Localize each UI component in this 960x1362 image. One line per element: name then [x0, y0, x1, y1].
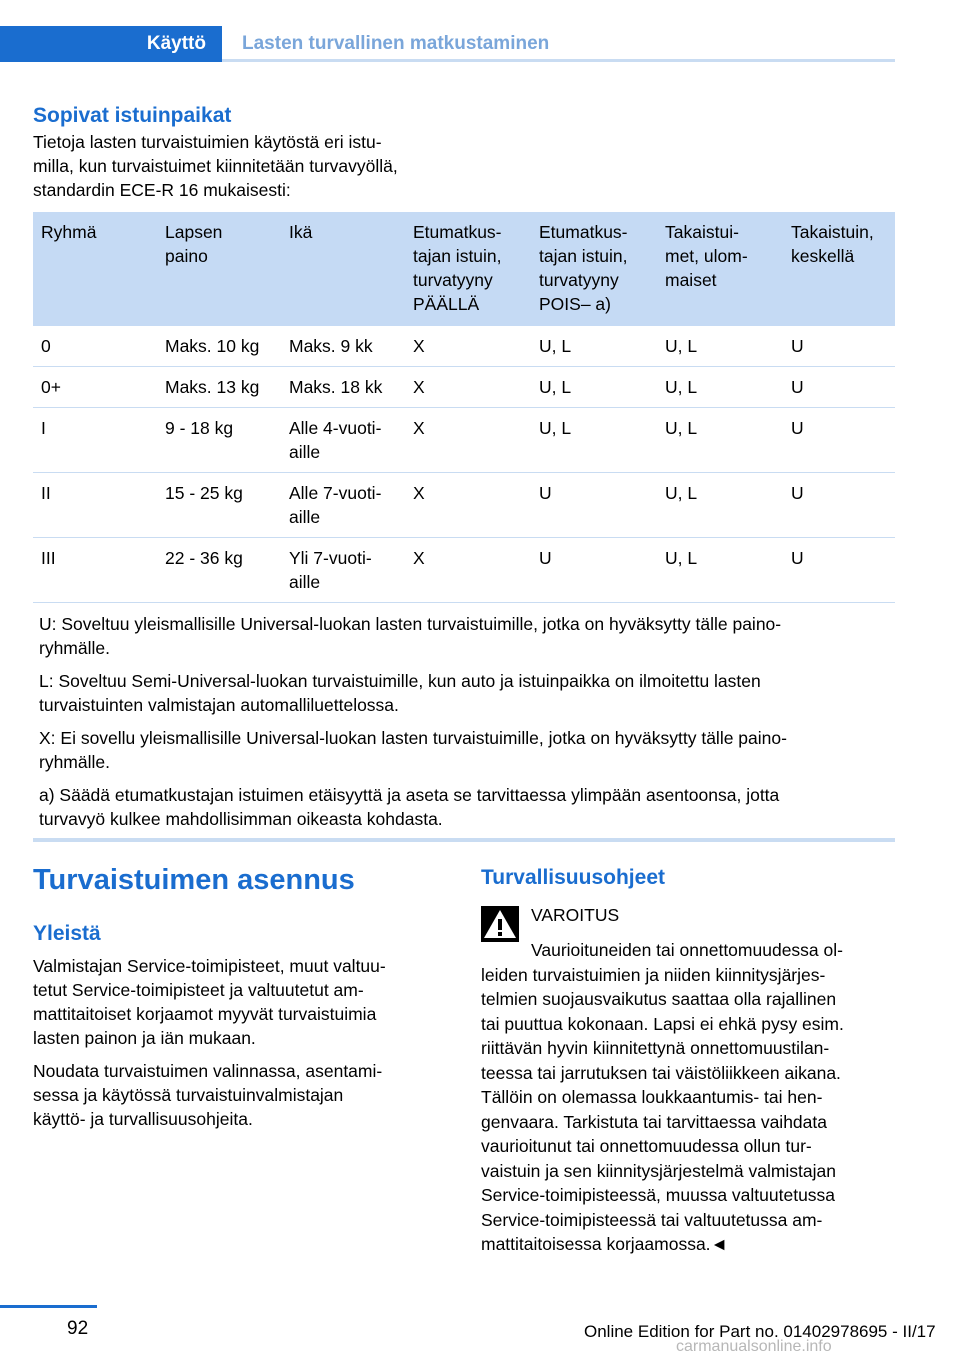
header-rule — [222, 59, 895, 62]
cell-front-off: U — [531, 473, 657, 538]
warning-triangle-icon — [481, 906, 519, 942]
cell-group: I — [33, 408, 157, 473]
tab-kaytto-label: Käyttö — [146, 33, 206, 54]
cell-group: 0+ — [33, 367, 157, 408]
col-header-ryhma: Ryhmä — [33, 212, 157, 326]
table-row — [33, 538, 895, 603]
cell-weight: 22 - 36 kg — [157, 538, 281, 603]
section-intro: Tietoja lasten turvaistuimien käytöstä eri istu- milla, kun turvaistuimet kiinnitetään turvavyöllä, standardin ECE-R 16 mukaisesti: — [33, 132, 398, 200]
cell-rear-middle: U — [783, 408, 895, 473]
cell-group: III — [33, 538, 157, 603]
cell-rear-outer: U, L — [657, 473, 783, 538]
cell-front-off: U, L — [531, 408, 657, 473]
table-header-row — [33, 212, 895, 326]
note-u: U: Soveltuu yleismallisille Universal-luokan lasten turvaistuimille, jotka on hyväksytty tälle paino- ryhmälle. — [39, 614, 782, 658]
col-header-front-on: Etumatkus- tajan istuin, turvatyyny PÄÄLLÄ — [405, 212, 531, 326]
cell-rear-middle: U — [783, 538, 895, 603]
cell-weight: Maks. 13 kg — [157, 367, 281, 408]
cell-front-on: X — [405, 473, 531, 538]
col-header-paino: Lapsen paino — [157, 212, 281, 326]
table-row — [33, 326, 895, 367]
col-header-front-off: Etumatkus- tajan istuin, turvatyyny POIS– a) — [531, 212, 657, 326]
cell-age: Alle 7-vuoti- aille — [281, 473, 405, 538]
cell-weight: 9 - 18 kg — [157, 408, 281, 473]
cell-age: Maks. 18 kk — [281, 367, 405, 408]
col-header-rear-outer: Takaistui- met, ulom- maiset — [657, 212, 783, 326]
install-paragraph: Noudata turvaistuimen valinnassa, asentami- sessa ja käytössä turvaistuinvalmistajan käyttö- ja turvallisuusohjeita. — [33, 1061, 383, 1129]
cell-front-on: X — [405, 367, 531, 408]
watermark: carmanualsonline.info — [676, 1338, 832, 1355]
safety-heading: Turvallisuusohjeet — [481, 866, 665, 889]
cell-front-off: U — [531, 538, 657, 603]
cell-front-on: X — [405, 408, 531, 473]
table-notes — [33, 612, 893, 840]
note-l: L: Soveltuu Semi-Universal-luokan turvaistuimille, kun auto ja istuinpaikka on ilmoitettu lasten turvaistuinten valmistajan automalliluettelossa. — [39, 671, 761, 715]
install-body — [33, 954, 443, 1140]
cell-group: II — [33, 473, 157, 538]
cell-rear-outer: U, L — [657, 408, 783, 473]
cell-front-off: U, L — [531, 326, 657, 367]
cell-rear-outer: U, L — [657, 367, 783, 408]
table-row — [33, 473, 895, 538]
warning-label: VAROITUS — [531, 905, 620, 925]
cell-weight: 15 - 25 kg — [157, 473, 281, 538]
cell-weight: Maks. 10 kg — [157, 326, 281, 367]
cell-age: Maks. 9 kk — [281, 326, 405, 367]
cell-age: Alle 4-vuoti- aille — [281, 408, 405, 473]
install-paragraph: Valmistajan Service-toimipisteet, muut valtuu- tetut Service-toimipisteet ja valtuutetut am- mattitaitoiset korjaamot myyvät turvaistuimia lasten painon ja iän mukaan. — [33, 956, 386, 1048]
col-header-ika: Ikä — [281, 212, 405, 326]
notes-divider — [33, 838, 895, 842]
edition-label: Online Edition for Part no. 01402978695 - II/17 — [584, 1322, 936, 1341]
col-header-rear-middle: Takaistuin, keskellä — [783, 212, 895, 326]
cell-front-on: X — [405, 538, 531, 603]
cell-age: Yli 7-vuoti- aille — [281, 538, 405, 603]
table-row — [33, 408, 895, 473]
note-a: a) Säädä etumatkustajan istuimen etäisyyttä ja aseta se tarvittaessa ylimpään asentoonsa, jotta turvavyö kulkee mahdollisimman oikeasta kohdasta. — [39, 785, 780, 829]
cell-rear-middle: U — [783, 326, 895, 367]
section-title: Sopivat istuinpaikat — [33, 104, 232, 127]
cell-rear-middle: U — [783, 367, 895, 408]
cell-front-on: X — [405, 326, 531, 367]
tab-kaytto[interactable] — [0, 26, 222, 62]
cell-rear-outer: U, L — [657, 538, 783, 603]
chapter-title[interactable]: Lasten turvallinen matkustaminen — [242, 33, 550, 54]
seating-table — [33, 212, 895, 603]
general-subheading: Yleistä — [33, 922, 101, 945]
footer-rule — [0, 1305, 97, 1308]
cell-group: 0 — [33, 326, 157, 367]
warning-text: Vaurioituneiden tai onnettomuudessa ol- leiden turvaistuimien ja niiden kiinnitysjärjes- telmien suojausvaikutus saattaa olla rajallinen tai puuttua kokonaan. Lapsi ei ehkä pysy esim. riittävän hyvin kiinnitettynä onnettomuustilan- teessa tai jarrutuksen tai väistöliikkeen aikana. Tällöin on olemassa loukkaantumis- tai hen- genvaara. Tarkistuta tai tarvittaessa vaihdata vaurioitunut tai onnettomuudessa ollun tur- vaistuin ja sen kiinnitysjärjestelmä valmistajan Service-toimipisteessä, muussa valtuutetussa Service-toimipisteessä tai valtuutetussa am- mattitaitoisessa korjaamossa.◄ — [481, 940, 844, 1254]
cell-rear-outer: U, L — [657, 326, 783, 367]
cell-front-off: U, L — [531, 367, 657, 408]
page-number: 92 — [67, 1318, 89, 1339]
table-row — [33, 367, 895, 408]
cell-rear-middle: U — [783, 473, 895, 538]
install-heading: Turvaistuimen asennus — [33, 864, 355, 896]
note-x: X: Ei sovellu yleismallisille Universal-luokan lasten turvaistuimille, jotka on hyväksytty tälle paino- ryhmälle. — [39, 728, 787, 772]
